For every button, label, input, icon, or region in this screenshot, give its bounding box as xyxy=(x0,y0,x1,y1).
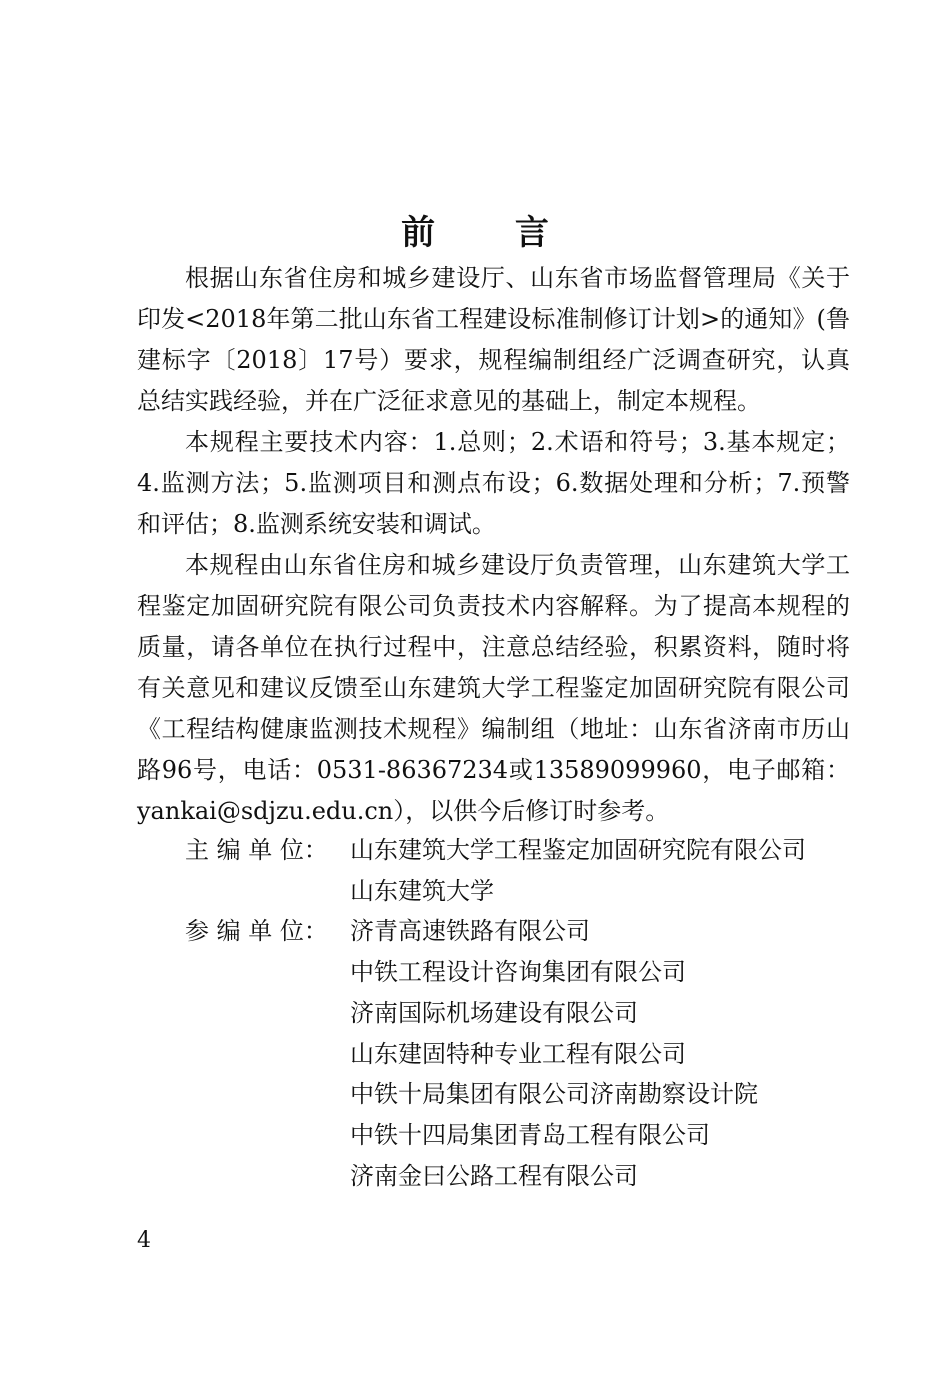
participating-units-block xyxy=(185,911,850,1196)
paragraph-basis: 根据山东省住房和城乡建设厅、山东省市场监督管理局《关于印发<2018年第二批山东省工程建设标准制修订计划>的通知》(鲁建标字〔2018〕17号）要求，规程编制组经广泛调查研究，认真总结实践经验，并在广泛征求意见的基础上，制定本规程。 xyxy=(137,264,850,415)
foreword-body xyxy=(137,258,850,832)
paragraph-content: 本规程主要技术内容：1.总则；2.术语和符号；3.基本规定；4.监测方法；5.监测项目和测点布设；6.数据处理和分析；7.预警和评估；8.监测系统安装和调试。 xyxy=(137,428,850,538)
page-number: 4 xyxy=(137,1228,151,1253)
participating-unit-item: 中铁工程设计咨询集团有限公司 xyxy=(350,958,686,987)
chief-units-block xyxy=(185,830,850,911)
paragraph-management: 本规程由山东省住房和城乡建设厅负责管理，山东建筑大学工程鉴定加固研究院有限公司负责技术内容解释。为了提高本规程的质量，请各单位在执行过程中，注意总结经验，积累资料，随时将有关意见和建议反馈至山东建筑大学工程鉴定加固研究院有限公司《工程结构健康监测技术规程》编制组（地址：山东省济南市历山路96号，电话：0531-86367234或13589099960，电子邮箱：yankai@sdjzu.edu.cn），以供今后修订时参考。 xyxy=(137,551,850,825)
participating-unit-item: 中铁十局集团有限公司济南勘察设计院 xyxy=(350,1080,758,1109)
participating-unit-item: 中铁十四局集团青岛工程有限公司 xyxy=(350,1120,710,1149)
participating-unit-item: 济南国际机场建设有限公司 xyxy=(350,998,638,1027)
chief-units-list xyxy=(350,830,850,911)
participating-unit-item: 济南金曰公路工程有限公司 xyxy=(350,1161,638,1190)
chief-unit-item: 山东建筑大学 xyxy=(350,876,494,905)
participating-units-list xyxy=(350,911,850,1196)
units-section xyxy=(185,830,850,1196)
participating-unit-item: 山东建固特种专业工程有限公司 xyxy=(350,1039,686,1068)
participating-unit-item: 济青高速铁路有限公司 xyxy=(350,917,590,946)
chief-units-label: 主 编 单 位： xyxy=(185,836,328,864)
participating-units-label: 参 编 单 位： xyxy=(185,917,328,946)
chief-unit-item: 山东建筑大学工程鉴定加固研究院有限公司 xyxy=(350,836,806,864)
page-title: 前 言 xyxy=(401,213,583,253)
